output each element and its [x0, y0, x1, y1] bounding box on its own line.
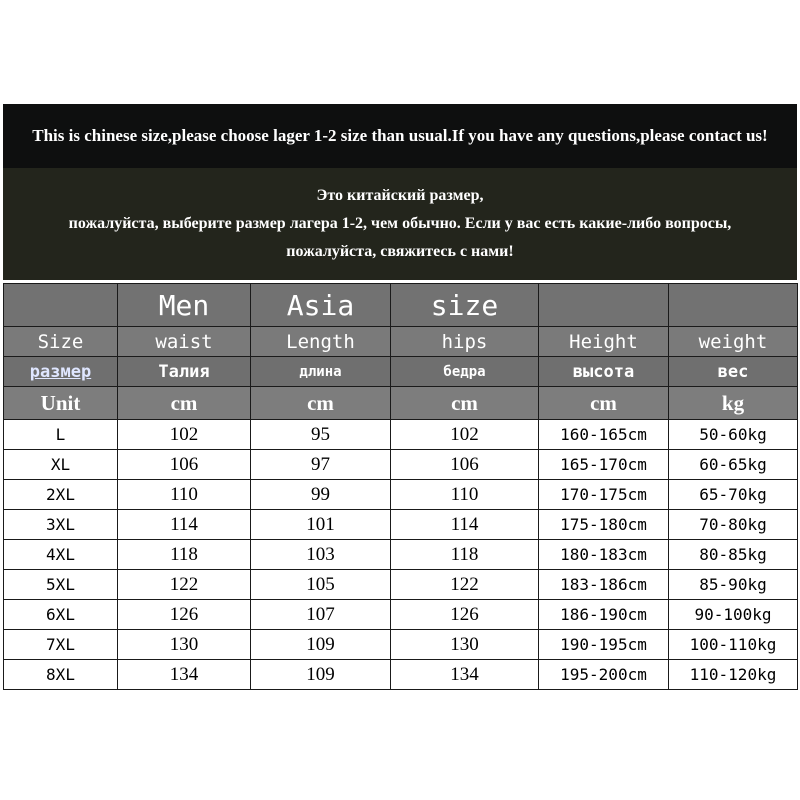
table-row [4, 600, 798, 630]
unit-row [4, 387, 798, 420]
table-cell: 5XL [4, 570, 118, 600]
table-cell: 118 [118, 540, 251, 570]
table-row [4, 480, 798, 510]
table-row [4, 510, 798, 540]
title-cell [669, 284, 798, 327]
table-cell: XL [4, 450, 118, 480]
title-cell [539, 284, 669, 327]
notice-russian-line: пожалуйста, свяжитесь с нами! [286, 243, 514, 260]
english-header-row [4, 327, 798, 357]
table-cell: 114 [391, 510, 539, 540]
table-cell: 70-80kg [669, 510, 798, 540]
table-cell: 102 [391, 420, 539, 450]
table-row [4, 660, 798, 690]
column-header: weight [669, 327, 798, 357]
table-cell: 110-120kg [669, 660, 798, 690]
table-cell: 100-110kg [669, 630, 798, 660]
unit-cell: Unit [4, 387, 118, 420]
column-header-ru: вес [669, 357, 798, 387]
table-cell: 126 [391, 600, 539, 630]
table-cell: 134 [391, 660, 539, 690]
table-cell: 60-65kg [669, 450, 798, 480]
table-cell: 165-170cm [539, 450, 669, 480]
unit-cell: cm [118, 387, 251, 420]
table-cell: 90-100kg [669, 600, 798, 630]
column-header: waist [118, 327, 251, 357]
notice-banner-russian [3, 168, 797, 280]
table-cell: 122 [391, 570, 539, 600]
table-cell: 134 [118, 660, 251, 690]
title-cell: Asia [251, 284, 391, 327]
column-header: Length [251, 327, 391, 357]
table-cell: 109 [251, 660, 391, 690]
unit-cell: kg [669, 387, 798, 420]
table-cell: 190-195cm [539, 630, 669, 660]
table-row [4, 630, 798, 660]
title-cell: size [391, 284, 539, 327]
table-cell: 109 [251, 630, 391, 660]
column-header-ru: бедра [391, 357, 539, 387]
table-cell: 183-186cm [539, 570, 669, 600]
notice-russian-line: пожалуйста, выберите размер лагера 1-2, чем обычно. Если у вас есть какие-либо вопросы, [68, 215, 732, 232]
table-cell: 126 [118, 600, 251, 630]
table-cell: 6XL [4, 600, 118, 630]
table-cell: 170-175cm [539, 480, 669, 510]
table-cell: L [4, 420, 118, 450]
table-row [4, 420, 798, 450]
table-cell: 106 [391, 450, 539, 480]
table-cell: 3XL [4, 510, 118, 540]
russian-header-row [4, 357, 798, 387]
column-header: Size [4, 327, 118, 357]
table-cell: 106 [118, 450, 251, 480]
table-row [4, 570, 798, 600]
title-cell [4, 284, 118, 327]
column-header-ru: высота [539, 357, 669, 387]
table-cell: 110 [118, 480, 251, 510]
table-cell: 101 [251, 510, 391, 540]
table-cell: 7XL [4, 630, 118, 660]
table-title-row [4, 284, 798, 327]
table-cell: 186-190cm [539, 600, 669, 630]
column-header-ru: Талия [118, 357, 251, 387]
table-cell: 175-180cm [539, 510, 669, 540]
notice-banner-english [3, 104, 797, 168]
table-cell: 118 [391, 540, 539, 570]
table-cell: 130 [118, 630, 251, 660]
table-cell: 65-70kg [669, 480, 798, 510]
table-cell: 195-200cm [539, 660, 669, 690]
table-row [4, 540, 798, 570]
table-cell: 2XL [4, 480, 118, 510]
table-cell: 95 [251, 420, 391, 450]
table-cell: 4XL [4, 540, 118, 570]
table-cell: 102 [118, 420, 251, 450]
table-cell: 80-85kg [669, 540, 798, 570]
table-cell: 180-183cm [539, 540, 669, 570]
column-header-ru: размер [4, 357, 118, 387]
unit-cell: cm [391, 387, 539, 420]
table-cell: 107 [251, 600, 391, 630]
notice-russian-line: Это китайский размер, [316, 187, 484, 204]
table-row [4, 450, 798, 480]
table-cell: 103 [251, 540, 391, 570]
table-cell: 160-165cm [539, 420, 669, 450]
table-cell: 122 [118, 570, 251, 600]
column-header-ru: длина [251, 357, 391, 387]
table-cell: 8XL [4, 660, 118, 690]
unit-cell: cm [251, 387, 391, 420]
table-cell: 97 [251, 450, 391, 480]
column-header: hips [391, 327, 539, 357]
table-cell: 85-90kg [669, 570, 798, 600]
column-header: Height [539, 327, 669, 357]
table-cell: 110 [391, 480, 539, 510]
unit-cell: cm [539, 387, 669, 420]
table-cell: 99 [251, 480, 391, 510]
size-chart-table [3, 283, 798, 690]
table-cell: 50-60kg [669, 420, 798, 450]
table-cell: 130 [391, 630, 539, 660]
title-cell: Men [118, 284, 251, 327]
table-cell: 114 [118, 510, 251, 540]
table-cell: 105 [251, 570, 391, 600]
notice-english-text: This is chinese size,please choose lager 1-2 size than usual.If you have any questions,please contact us! [32, 126, 768, 145]
